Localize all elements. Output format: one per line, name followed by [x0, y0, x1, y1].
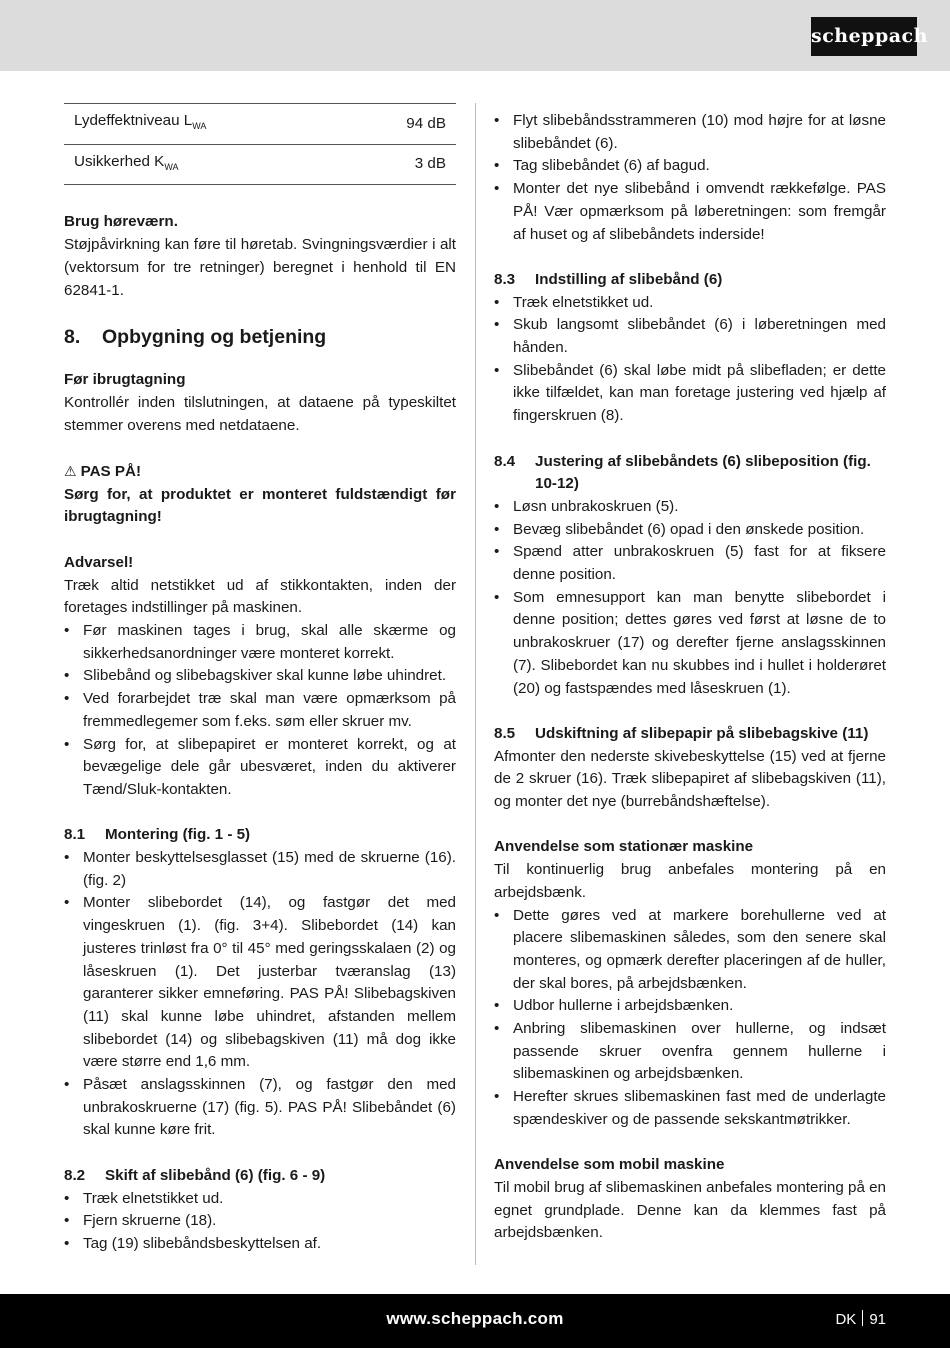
- list-item: • Monter det nye slibebånd i omvendt rækkefølge. PAS PÅ! Vær opmærksom på løberetningen: som fremgår af huset og af slibebåndets inderside!: [494, 178, 886, 246]
- belt-change-list: [64, 1188, 456, 1256]
- table-row: [64, 144, 456, 185]
- spec-label: Usikkerhed $K_{WA}$: [64, 144, 346, 185]
- subsection-heading: 8.4 Justering af slibebåndets (6) slibeposition (fig. 10-12): [494, 452, 871, 493]
- footer-bar: [0, 1294, 950, 1348]
- website-link[interactable]: www.scheppach.com: [386, 1309, 564, 1328]
- before-text: Kontrollér inden tilslutningen, at dataene på typeskiltet stemmer overens med netdataene.: [64, 393, 456, 434]
- list-item: • Påsæt anslagsskinnen (7), og fastgør den med unbrakoskruerne (17) (fig. 5). PAS PÅ! Slibebåndet (6) skal kunne køre frit.: [64, 1074, 456, 1142]
- list-item: • Sørg for, at slibepapiret er monteret korrekt, og at bevægelige dele går ubesværet, inden du aktiverer Tænd/Sluk-kontakten.: [64, 734, 456, 802]
- warning-title: Advarsel!: [64, 553, 134, 571]
- subsection-heading: 8.3 Indstilling af slibebånd (6): [494, 270, 723, 288]
- spec-label: Lydeffektniveau $L_{WA}$: [64, 104, 346, 145]
- warning-triangle-icon: ⚠: [64, 463, 77, 480]
- list-item: • Herefter skrues slibemaskinen fast med de underlagte spændeskiver og de passende sekskantmøtrikker.: [494, 1086, 886, 1131]
- table-row: [64, 104, 456, 145]
- list-item: • Flyt slibebåndsstrammeren (10) mod højre for at løsne slibebåndet (6).: [494, 110, 886, 155]
- spec-table: [64, 103, 456, 185]
- mounting-list: [64, 847, 456, 1142]
- left-column: [64, 100, 456, 1256]
- caution-label: ⚠ PAS PÅ!: [64, 463, 142, 481]
- list-item: • Tag (19) slibebåndsbeskyttelsen af.: [64, 1233, 456, 1256]
- mobile-text: Til mobil brug af slibemaskinen anbefales montering på en egnet grundplade. Denne kan da klemmes fast på arbejdsbænken.: [494, 1178, 886, 1242]
- paper-replace-text: Afmonter den nederste skivebeskyttelse (15) ved at fjerne de 2 skruer (16). Træk slibepapiret af slibebagskiven (11), og monter det nye (burrebåndshæftelse).: [494, 747, 886, 811]
- belt-adjust-list: [494, 292, 886, 428]
- list-item: • Som emnesupport kan man benytte slibebordet i denne position; dettes gøres ved først at løsne de to unbrakoskruer (17) og derefter fjerne anslagsskinnen (7). Slibebordet kan nu skubbes ind i hullet i holderøret (20) og fastspændes med låseskruen (1).: [494, 587, 886, 701]
- subsection-heading: 8.5 Udskiftning af slibepapir på slibebagskive (11): [494, 724, 869, 742]
- caution-text: Sørg for, at produktet er monteret fuldstændigt før ibrugtagning!: [64, 485, 456, 526]
- list-item: • Træk elnetstikket ud.: [64, 1188, 456, 1211]
- list-item: • Ved forarbejdet træ skal man være opmærksom på fremmedlegemer som f.eks. søm eller skruer mv.: [64, 688, 456, 733]
- list-item: • Før maskinen tages i brug, skal alle skærme og sikkerhedsanordninger være monteret korrekt.: [64, 620, 456, 665]
- before-title: Før ibrugtagning: [64, 371, 186, 389]
- list-item: • Skub langsomt slibebåndet (6) i løberetningen med hånden.: [494, 314, 886, 359]
- list-item: • Løsn unbrakoskruen (5).: [494, 496, 886, 519]
- list-item: • Træk elnetstikket ud.: [494, 292, 886, 315]
- language-code: DK: [835, 1311, 857, 1328]
- list-item: • Slibebånd og slibebagskiver skal kunne løbe uhindret.: [64, 665, 456, 688]
- section-heading: 8. Opbygning og betjening: [64, 326, 327, 349]
- list-item: • Spænd atter unbrakoskruen (5) fast for at fiksere denne position.: [494, 541, 886, 586]
- list-item: • Fjern skruerne (18).: [64, 1210, 456, 1233]
- spec-value: 94 dB: [346, 104, 456, 145]
- list-item: • Dette gøres ved at markere borehullerne ved at placere slibemaskinen således, som den senere skal monteres, og opmærk derefter placeringen af de huller, der skal bores, på arbejdsbænken.: [494, 905, 886, 996]
- list-item: • Monter beskyttelsesglasset (15) med de skruerne (16). (fig. 2): [64, 847, 456, 892]
- mobile-title: Anvendelse som mobil maskine: [494, 1156, 725, 1174]
- column-divider: [475, 103, 476, 1265]
- list-item: • Tag slibebåndet (6) af bagud.: [494, 155, 886, 178]
- brand-logo: scheppach: [811, 17, 917, 56]
- list-item: • Slibebåndet (6) skal løbe midt på slibefladen; er dette ikke tilfældet, kan man foretage justering ved hjælp af fingerskruen (8).: [494, 360, 886, 428]
- right-column: [494, 110, 886, 1245]
- spec-value: 3 dB: [346, 144, 456, 185]
- warning-text: Træk altid netstikket ud af stikkontakten, inden der foretages indstillinger på maskinen.: [64, 576, 456, 617]
- hearing-text: Støjpåvirkning kan føre til høretab. Svingningsværdier i alt (vektorsum for tre retninger) beregnet i henhold til EN 62841-1.: [64, 236, 456, 299]
- belt-change-continued-list: [494, 110, 886, 246]
- stationary-title: Anvendelse som stationær maskine: [494, 838, 754, 856]
- stationary-list: [494, 905, 886, 1132]
- list-item: • Monter slibebordet (14), og fastgør det med vingeskruen (1). (fig. 3+4). Slibebordet (14) kan justeres trinløst fra 0° til 45° med geringsskalaen (2) og låseskruen (1). Det justerbar tværanslag (13) garanterer sikker emneføring. PAS PÅ! Slibebagskiven (11) skal kunne løbe uhindret, afstanden mellem slibebordet (14) og slibebagskiven (11) må dog ikke være større end 1,6 mm.: [64, 892, 456, 1074]
- warning-list: [64, 620, 456, 802]
- subsection-heading: 8.2 Skift af slibebånd (6) (fig. 6 - 9): [64, 1166, 326, 1184]
- header-bar: [0, 0, 950, 71]
- stationary-text: Til kontinuerlig brug anbefales montering på en arbejdsbænk.: [494, 861, 886, 901]
- subsection-heading: 8.1 Montering (fig. 1 - 5): [64, 826, 251, 844]
- position-adjust-list: [494, 496, 886, 700]
- list-item: • Udbor hullerne i arbejdsbænken.: [494, 995, 886, 1018]
- page-indicator: [835, 1310, 886, 1328]
- list-item: • Anbring slibemaskinen over hullerne, og indsæt passende skruer ovenfra gennem hullerne i slibemaskinen og arbejdsbænken.: [494, 1018, 886, 1086]
- hearing-title: Brug høreværn.: [64, 213, 178, 231]
- list-item: • Bevæg slibebåndet (6) opad i den ønskede position.: [494, 519, 886, 542]
- page-number: 91: [869, 1311, 886, 1328]
